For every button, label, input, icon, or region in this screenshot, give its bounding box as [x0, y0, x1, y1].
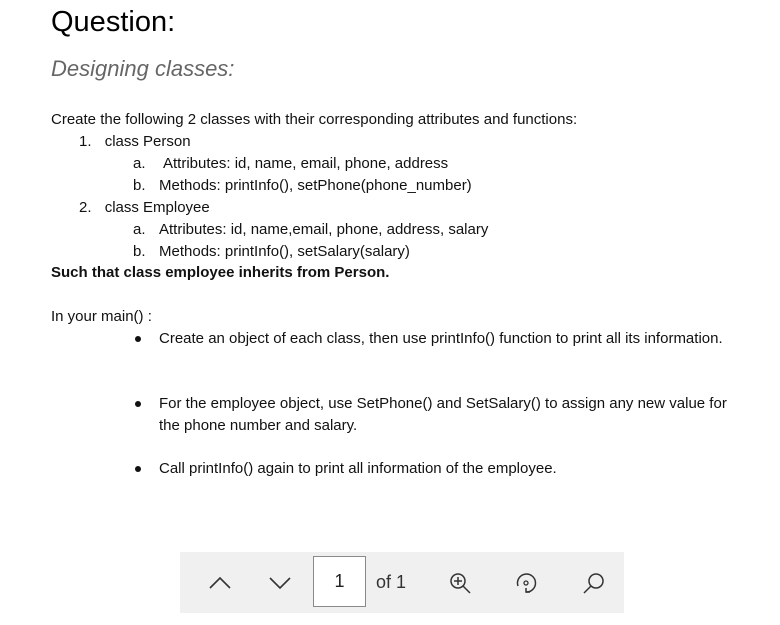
sub-item-text: Attributes: id, name,email, phone, address, salary — [159, 221, 489, 238]
question-subheading: Designing classes: — [51, 56, 235, 81]
main-bullet-text: Call printInfo() again to print all information of the employee. — [159, 460, 557, 477]
intro-text: Create the following 2 classes with their corresponding attributes and functions: — [51, 111, 578, 128]
bullet-dot — [135, 401, 141, 407]
chevron-down-icon — [268, 576, 292, 590]
zoom-in-icon — [448, 571, 472, 595]
list-letter: a. — [133, 155, 146, 172]
bullet-dot — [135, 336, 141, 342]
search-button[interactable] — [576, 552, 612, 613]
sub-item-text: Methods: printInfo(), setPhone(phone_number) — [159, 177, 472, 194]
class-list-item — [79, 133, 191, 151]
page-number-input[interactable] — [313, 556, 366, 607]
sub-item-text: Methods: printInfo(), setSalary(salary) — [159, 243, 410, 260]
class-list-item — [79, 199, 210, 217]
bullet-dot — [135, 466, 141, 472]
rotate-icon — [513, 570, 539, 596]
rotate-button[interactable] — [508, 552, 544, 613]
list-letter: a. — [133, 221, 146, 238]
chevron-up-icon — [208, 576, 232, 590]
class-sub-item — [133, 221, 488, 239]
sub-item-text: Attributes: id, name, email, phone, address — [163, 155, 449, 172]
pdf-toolbar — [180, 552, 624, 613]
main-bullet-text: Create an object of each class, then use printInfo() function to print all its information. — [159, 330, 723, 347]
main-heading: In your main() : — [51, 308, 152, 325]
class-label: class Person — [104, 133, 191, 150]
class-sub-item — [133, 177, 472, 195]
class-sub-item — [133, 243, 410, 261]
list-number: 1. — [79, 133, 92, 150]
question-heading: Question: — [51, 6, 176, 38]
inheritance-note: Such that class employee inherits from Person. — [51, 264, 390, 281]
list-number: 2. — [79, 199, 92, 216]
class-sub-item — [133, 155, 448, 173]
class-label: class Employee — [104, 199, 210, 216]
zoom-in-button[interactable] — [442, 552, 478, 613]
list-letter: b. — [133, 177, 146, 194]
previous-page-button[interactable] — [200, 552, 240, 613]
page-total-label: of 1 — [376, 572, 407, 592]
list-letter: b. — [133, 243, 146, 260]
main-bullet-text: For the employee object, use SetPhone() and SetSalary() to assign any new value for the phone number and salary. — [159, 395, 727, 434]
next-page-button[interactable] — [260, 552, 300, 613]
search-icon — [582, 571, 606, 595]
